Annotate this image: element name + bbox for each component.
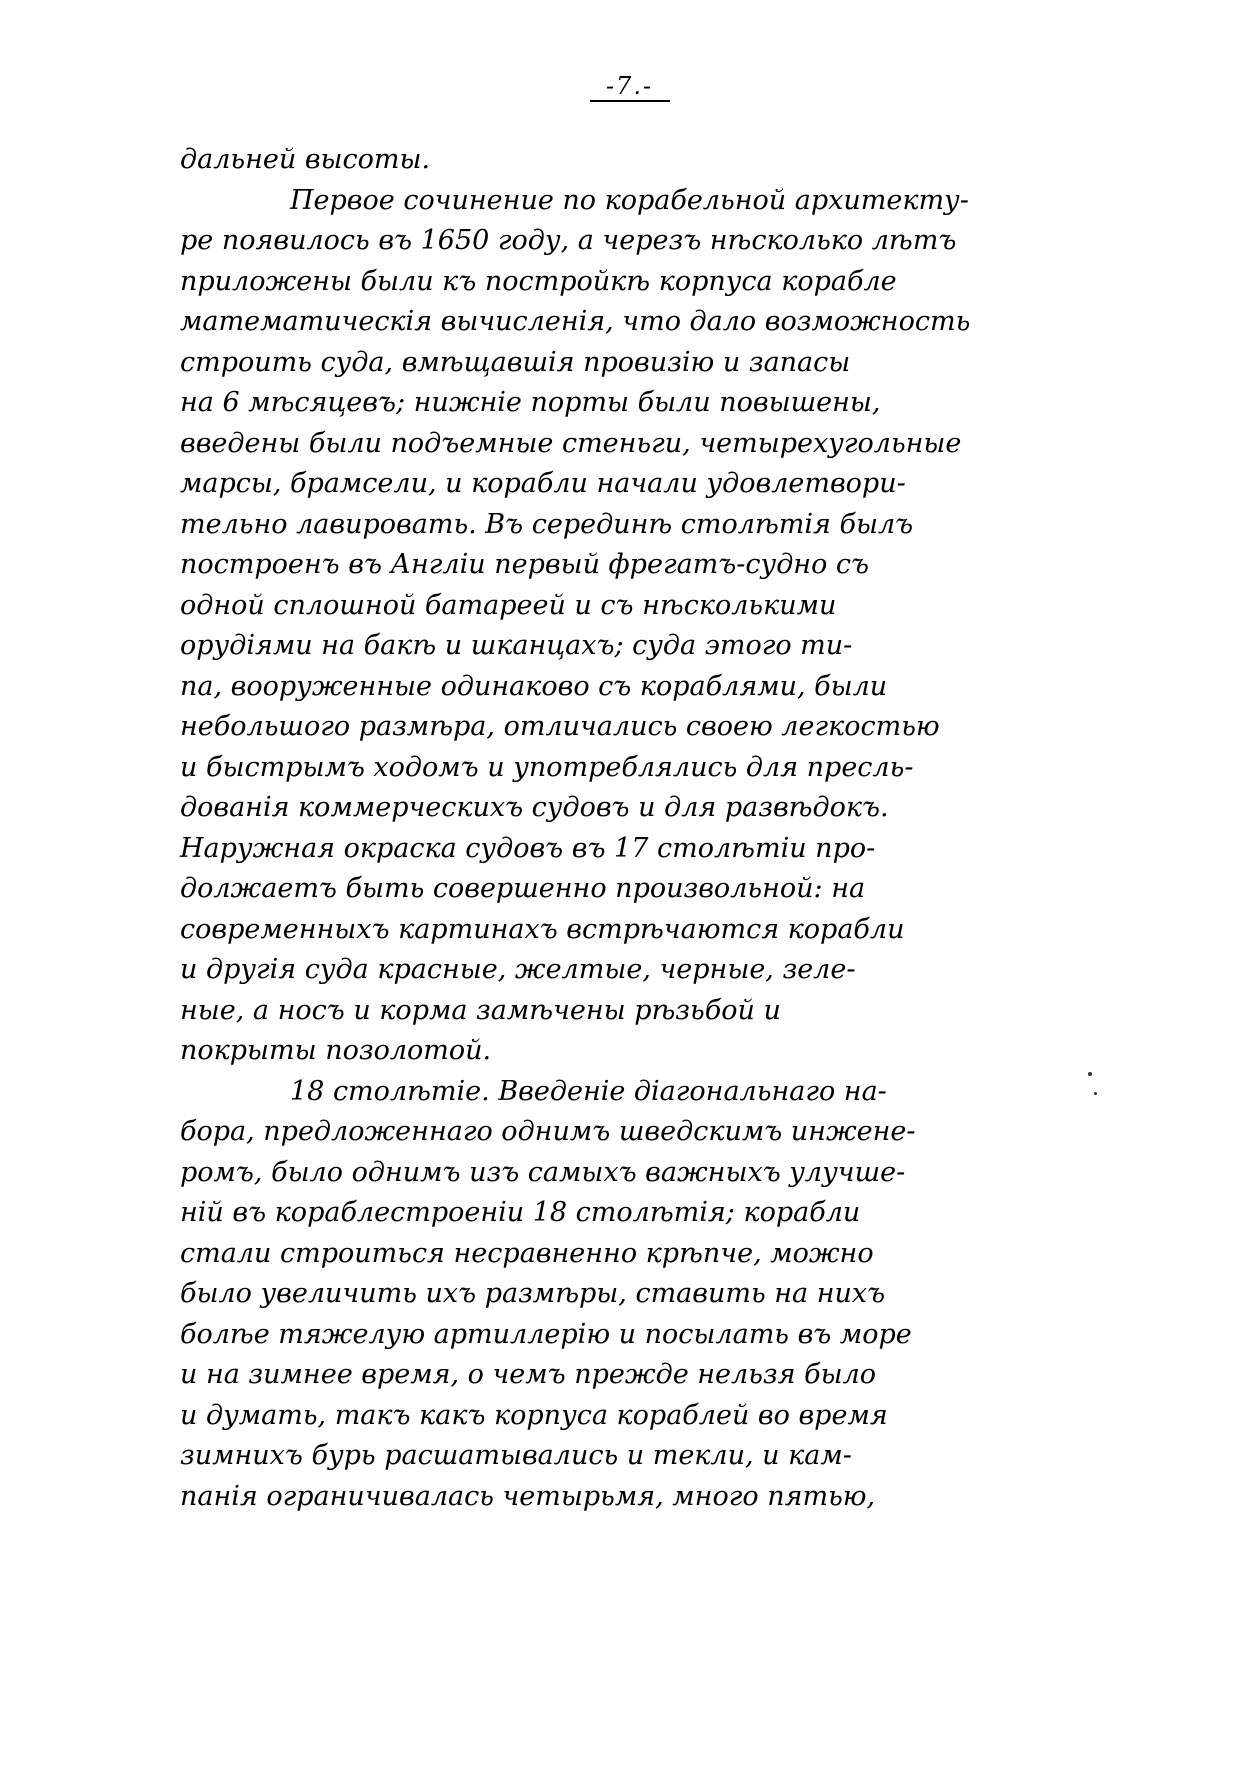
manuscript-line: стали строиться несравненно крѣпче, можно bbox=[180, 1237, 874, 1269]
manuscript-line: покрыты позолотой. bbox=[180, 1035, 492, 1066]
manuscript-line: ромъ, было однимъ изъ самыхъ важныхъ улучше- bbox=[180, 1156, 906, 1188]
manuscript-line: дальней высоты. bbox=[180, 144, 431, 175]
manuscript-line: зимнихъ бурь расшатывались и текли, и кам- bbox=[180, 1440, 852, 1471]
manuscript-line: болѣе тяжелую артиллерію и посылать въ море bbox=[180, 1318, 912, 1350]
manuscript-line: небольшого размѣра, отличались своею легкостью bbox=[180, 711, 940, 742]
manuscript-line: строить суда, вмѣщавшія провизію и запасы bbox=[180, 346, 851, 378]
page-number-underline bbox=[590, 100, 670, 102]
handwritten-text-block bbox=[180, 140, 1100, 1517]
manuscript-line: па, вооруженные одинаково съ кораблями, были bbox=[180, 670, 888, 702]
manuscript-line: 18 столѣтіе. Введеніе діагональнаго на- bbox=[290, 1075, 887, 1107]
manuscript-line: и другія суда красные, желтые, черные, зеле- bbox=[180, 954, 856, 985]
manuscript-line: марсы, брамсели, и корабли начали удовлетвори- bbox=[180, 468, 906, 499]
ink-dot bbox=[1094, 1092, 1097, 1095]
manuscript-line: и быстрымъ ходомъ и употреблялись для пресль- bbox=[180, 751, 914, 783]
manuscript-line: Наружная окраска судовъ въ 17 столѣтіи про- bbox=[180, 832, 876, 864]
manuscript-line: введены были подъемные стеньги, четырехугольные bbox=[180, 427, 962, 459]
manuscript-line: Первое сочинение по корабельной архитекту- bbox=[290, 184, 969, 216]
manuscript-line: приложены были къ постройкѣ корпуса корабле bbox=[180, 265, 897, 297]
manuscript-line: было увеличить ихъ размѣры, ставить на нихъ bbox=[180, 1278, 886, 1309]
manuscript-line: дованія коммерческихъ судовъ и для развѣдокъ. bbox=[180, 792, 889, 823]
manuscript-line: одной сплошной батареей и съ нѣсколькими bbox=[180, 589, 837, 621]
manuscript-line: математическія вычисленія, что дало возможность bbox=[180, 306, 971, 337]
ink-dot bbox=[1088, 1072, 1092, 1076]
page-number: -7.- bbox=[605, 72, 654, 100]
manuscript-line: на 6 мѣсяцевъ; нижніе порты были повышены, bbox=[180, 387, 881, 418]
manuscript-line: ные, а носъ и корма замѣчены рѣзьбой и bbox=[180, 994, 781, 1026]
manuscript-line: тельно лавировать. Въ серединѣ столѣтія былъ bbox=[180, 508, 914, 540]
manuscript-line: ній въ кораблестроеніи 18 столѣтія; корабли bbox=[180, 1197, 861, 1228]
manuscript-line: должаетъ быть совершенно произвольной: на bbox=[180, 873, 866, 904]
manuscript-line: бора, предложеннаго однимъ шведскимъ инжене- bbox=[180, 1116, 916, 1147]
manuscript-line: построенъ въ Англіи первый фрегатъ-судно съ bbox=[180, 549, 870, 580]
manuscript-line: современныхъ картинахъ встрѣчаются корабли bbox=[180, 913, 905, 945]
manuscript-line: орудіями на бакѣ и шканцахъ; суда этого ти- bbox=[180, 630, 853, 661]
manuscript-line: и думать, такъ какъ корпуса кораблей во время bbox=[180, 1399, 888, 1431]
manuscript-line: панія ограничивалась четырьмя, много пятью, bbox=[180, 1480, 876, 1512]
manuscript-line: и на зимнее время, о чемъ прежде нельзя было bbox=[180, 1359, 877, 1390]
manuscript-line: ре появилось въ 1650 году, а черезъ нѣсколько лѣтъ bbox=[180, 225, 957, 256]
